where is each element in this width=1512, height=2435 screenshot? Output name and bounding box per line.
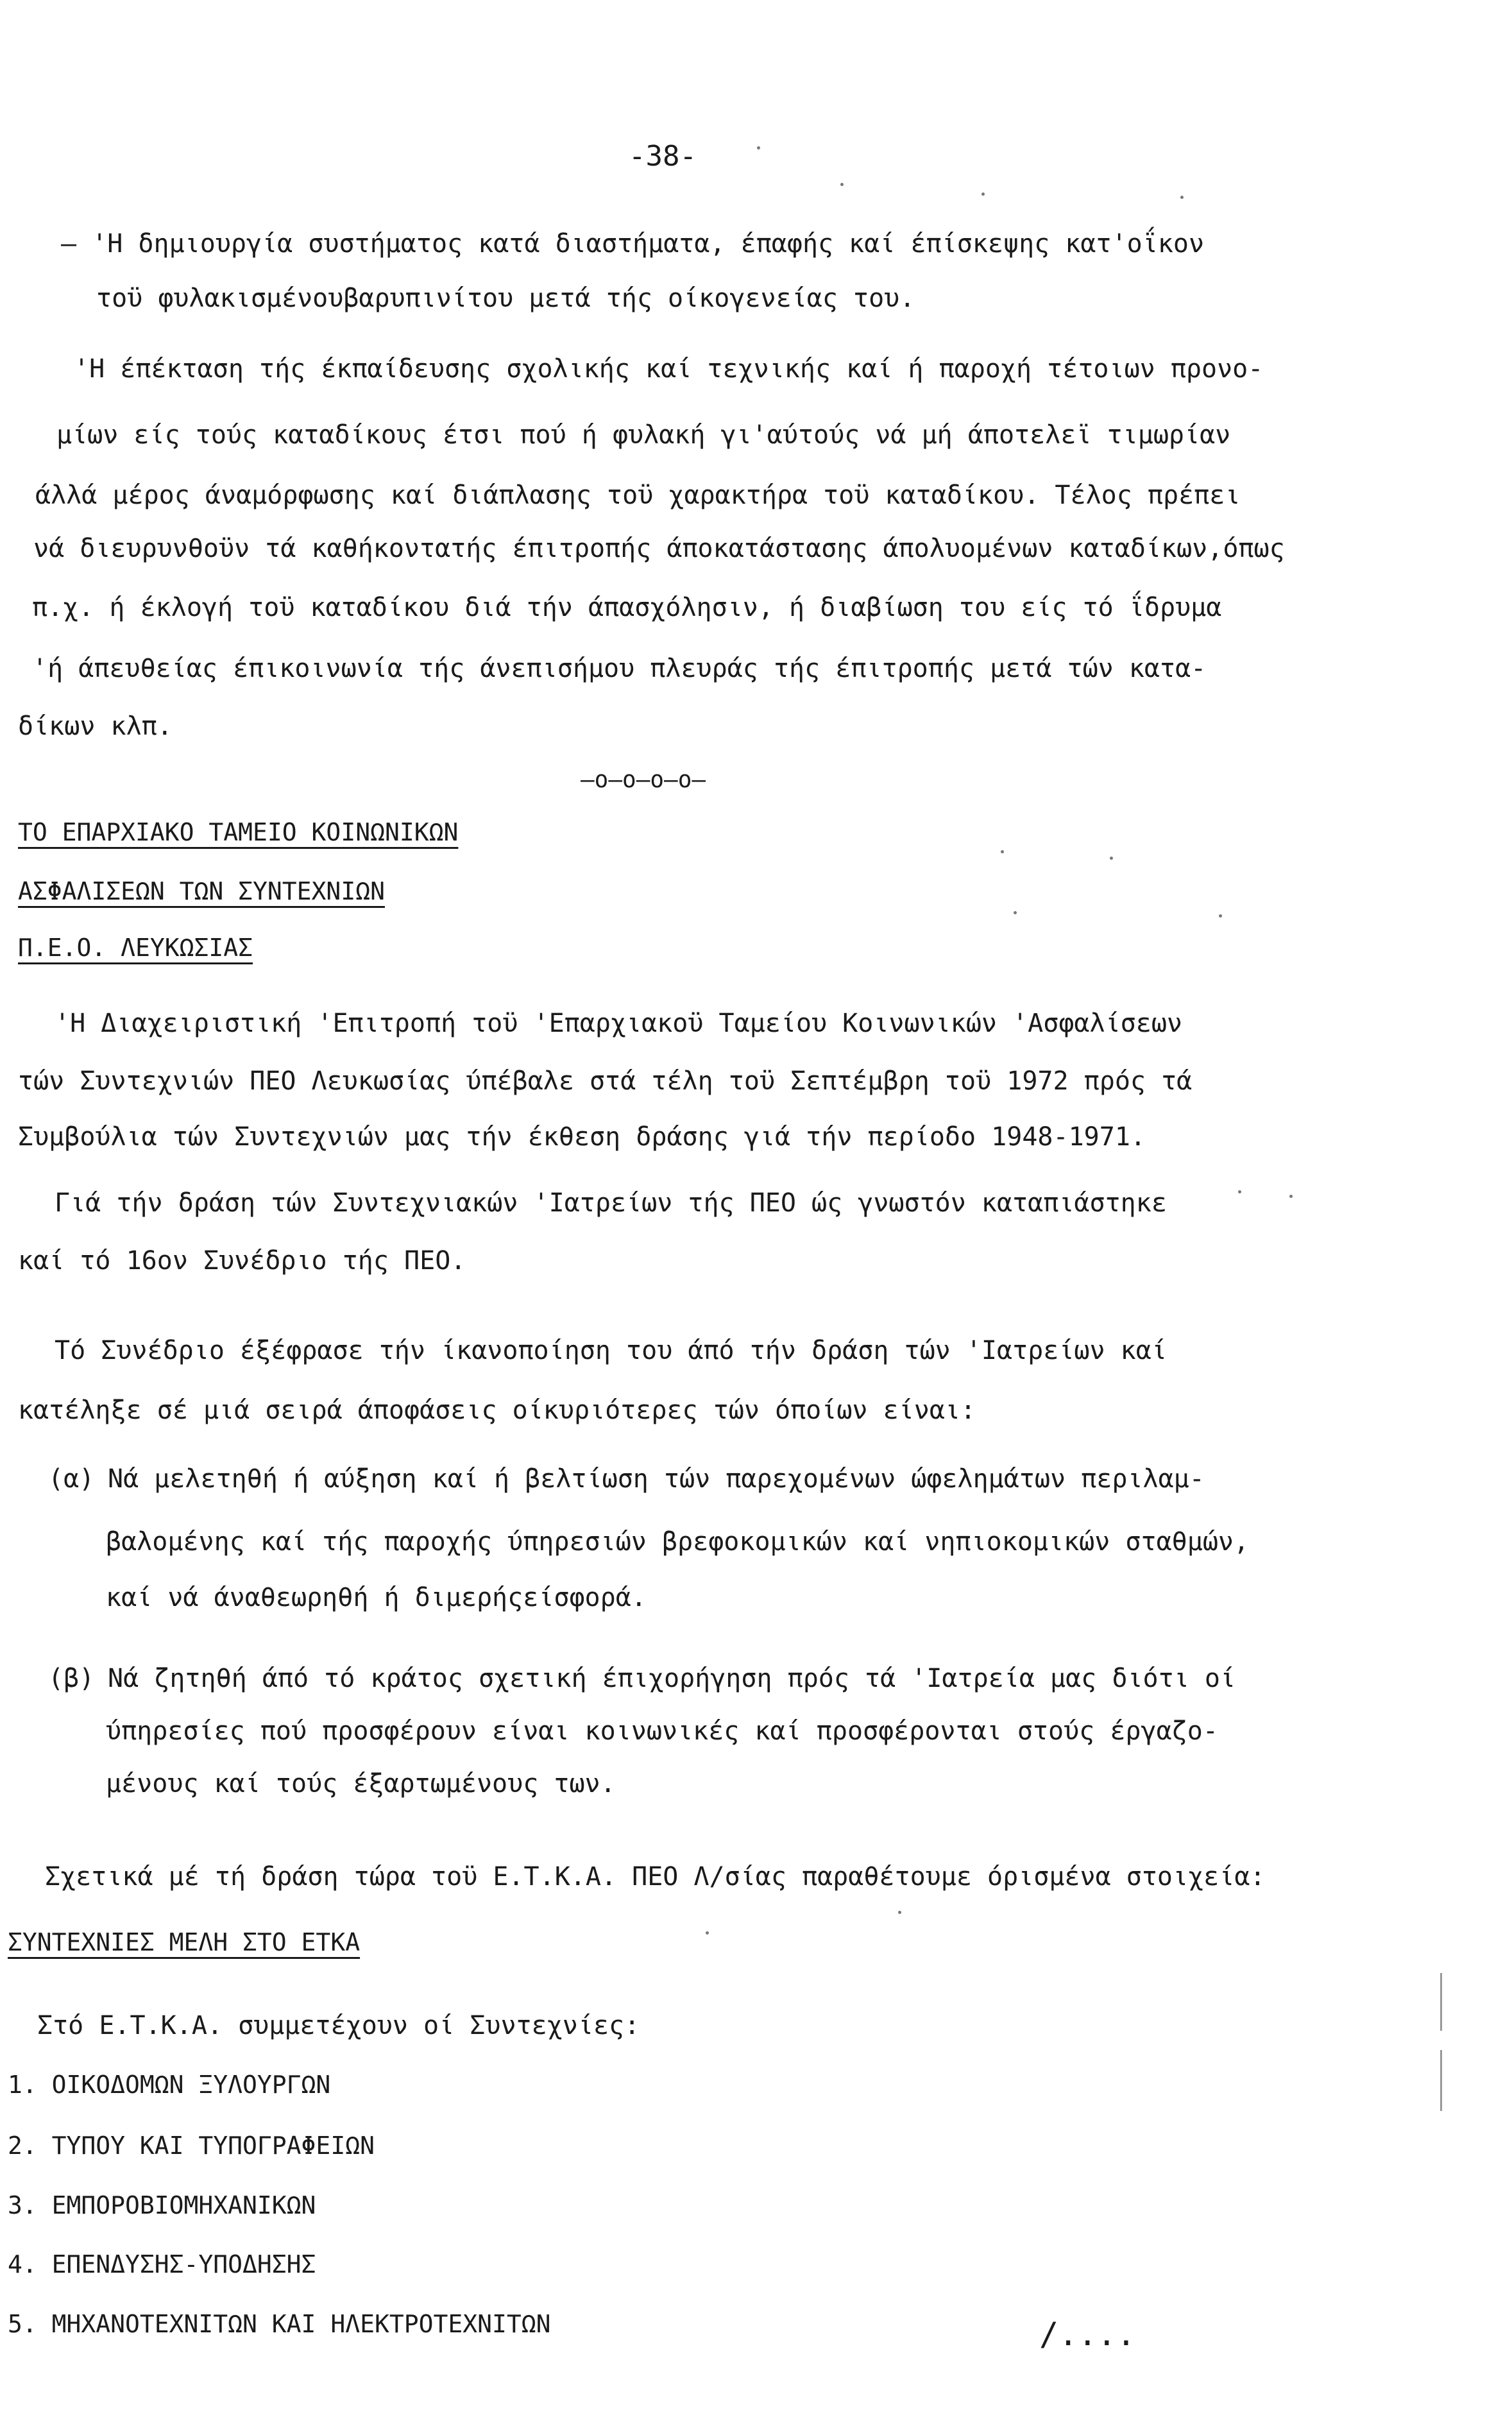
intro-line: π.χ. ή έκλογή τοϋ καταδίκου διά τήν άπασχόλησιν, ή διαβίωση του είς τό ΐδρυμα bbox=[32, 593, 1222, 622]
continuation-mark: /.... bbox=[1039, 2316, 1136, 2353]
intro-line: 'Η έπέκταση τής έκπαίδευσης σχολικής καί τεχνικής καί ή παροχή τέτοιων προνο- bbox=[74, 354, 1264, 384]
members-heading: ΣΥΝΤΕΧΝΙΕΣ ΜΕΛΗ ΣΤΟ ΕΤΚΑ bbox=[8, 1928, 361, 1956]
etka-intro-line: Σχετικά μέ τή δράση τώρα τοϋ Ε.Τ.Κ.Α. ΠΕΟ Λ/σίας παραθέτουμε όρισμένα στοιχεία: bbox=[45, 1862, 1266, 1892]
scan-noise-dot bbox=[757, 146, 760, 150]
decision-marker: (α) bbox=[48, 1464, 95, 1494]
member-list-item: 2. ΤΥΠΟΥ ΚΑΙ ΤΥΠΟΓΡΑΦΕΙΩΝ bbox=[8, 2132, 375, 2160]
decision-line: μένους καί τούς έξαρτωμένους των. bbox=[106, 1769, 616, 1798]
scan-noise-dot bbox=[1180, 196, 1184, 199]
section-separator: —ο—ο—ο—ο— bbox=[581, 767, 706, 793]
decision-line: Νά ζητηθή άπό τό κράτος σχετική έπιχορήγηση πρός τά 'Ιατρεία μας διότι οί bbox=[108, 1664, 1236, 1693]
scan-noise-dot bbox=[898, 1911, 901, 1914]
page-number: -38- bbox=[629, 140, 697, 173]
intro-line: άλλά μέρος άναμόρφωσης καί διάπλασης τοϋ χαρακτήρα τοϋ καταδίκου. Τέλος πρέπει bbox=[35, 481, 1241, 510]
body-line: Συμβούλια τών Συντεχνιών μας τήν έκθεση δράσης γιά τήν περίοδο 1948-1971. bbox=[18, 1122, 1146, 1152]
member-list-item: 5. ΜΗΧΑΝΟΤΕΧΝΙΤΩΝ ΚΑΙ ΗΛΕΚΤΡΟΤΕΧΝΙΤΩΝ bbox=[8, 2310, 551, 2338]
section-heading-line: ΤΟ ΕΠΑΡΧΙΑΚΟ ΤΑΜΕΙΟ ΚΟΙΝΩΝΙΚΩΝ bbox=[18, 818, 459, 846]
intro-line: – 'Η δημιουργία συστήματος κατά διαστήματα, έπαφής καί έπίσκεψης κατ'οΐκον bbox=[61, 229, 1205, 259]
section-heading-line: ΑΣΦΑΛΙΣΕΩΝ ΤΩΝ ΣΥΝΤΕΧΝΙΩΝ bbox=[18, 877, 385, 905]
intro-line: τοϋ φυλακισμένουβαρυπινίτου μετά τής οίκογενείας του. bbox=[96, 284, 915, 313]
member-list-item: 4. ΕΠΕΝΔΥΣΗΣ-ΥΠΟΔΗΣΗΣ bbox=[8, 2250, 316, 2278]
body-line: τών Συντεχνιών ΠΕΟ Λευκωσίας ύπέβαλε στά τέλη τοϋ Σεπτέμβρη τοϋ 1972 πρός τά bbox=[18, 1066, 1193, 1096]
section-heading-line: Π.Ε.Ο. ΛΕΥΚΩΣΙΑΣ bbox=[18, 934, 253, 962]
body-line: 'Η Διαχειριστική 'Επιτροπή τοϋ 'Επαρχιακοϋ Ταμείου Κοινωνικών 'Ασφαλίσεων bbox=[55, 1009, 1182, 1038]
scan-noise-dot bbox=[1001, 850, 1004, 853]
body-line: Τό Συνέδριο έξέφρασε τήν ίκανοποίηση του άπό τήν δράση τών 'Ιατρείων καί bbox=[55, 1336, 1167, 1365]
scan-artifact-bar bbox=[1440, 1973, 1442, 2031]
intro-line: μίων είς τούς καταδίκους έτσι πού ή φυλακή γι'αύτούς νά μή άποτελεϊ τιμωρίαν bbox=[56, 420, 1231, 450]
scan-noise-dot bbox=[840, 183, 844, 186]
member-list-item: 3. ΕΜΠΟΡΟΒΙΟΜΗΧΑΝΙΚΩΝ bbox=[8, 2191, 316, 2219]
intro-line: δίκων κλπ. bbox=[18, 712, 173, 741]
scan-noise-dot bbox=[1014, 911, 1017, 914]
decision-line: Νά μελετηθή ή αύξηση καί ή βελτίωση τών παρεχομένων ώφελημάτων περιλαμ- bbox=[108, 1464, 1205, 1494]
scan-noise-dot bbox=[1238, 1190, 1241, 1193]
member-list-item: 1. ΟΙΚΟΔΟΜΩΝ ΞΥΛΟΥΡΓΩΝ bbox=[8, 2071, 331, 2099]
decision-marker: (β) bbox=[48, 1664, 95, 1693]
body-line: Γιά τήν δράση τών Συντεχνιακών 'Ιατρείων τής ΠΕΟ ώς γνωστόν καταπιάστηκε bbox=[55, 1188, 1167, 1218]
body-line: κατέληξε σέ μιά σειρά άποφάσεις οίκυριότερες τών όποίων είναι: bbox=[18, 1396, 976, 1425]
scan-noise-dot bbox=[1289, 1195, 1293, 1198]
members-intro: Στό Ε.Τ.Κ.Α. συμμετέχουν οί Συντεχνίες: bbox=[37, 2011, 640, 2040]
scan-noise-dot bbox=[706, 1931, 709, 1935]
scan-noise-dot bbox=[1219, 914, 1222, 918]
scan-noise-dot bbox=[981, 192, 985, 196]
body-line: καί τό 16ον Συνέδριο τής ΠΕΟ. bbox=[18, 1246, 466, 1276]
decision-line: καί νά άναθεωρηθή ή διμερήςείσφορά. bbox=[106, 1583, 647, 1612]
scan-artifact-bar bbox=[1440, 2050, 1442, 2111]
decision-line: βαλομένης καί τής παροχής ύπηρεσιών βρεφοκομικών καί νηπιοκομικών σταθμών, bbox=[106, 1527, 1250, 1557]
intro-line: νά διευρυνθοϋν τά καθήκοντατής έπιτροπής άποκατάστασης άπολυομένων καταδίκων,όπως bbox=[33, 534, 1285, 563]
intro-line: 'ή άπευθείας έπικοινωνία τής άνεπισήμου πλευράς τής έπιτροπής μετά τών κατα- bbox=[32, 654, 1207, 683]
decision-line: ύπηρεσίες πού προσφέρουν είναι κοινωνικές καί προσφέρονται στούς έργαζο- bbox=[106, 1716, 1218, 1746]
scan-noise-dot bbox=[1110, 857, 1113, 860]
